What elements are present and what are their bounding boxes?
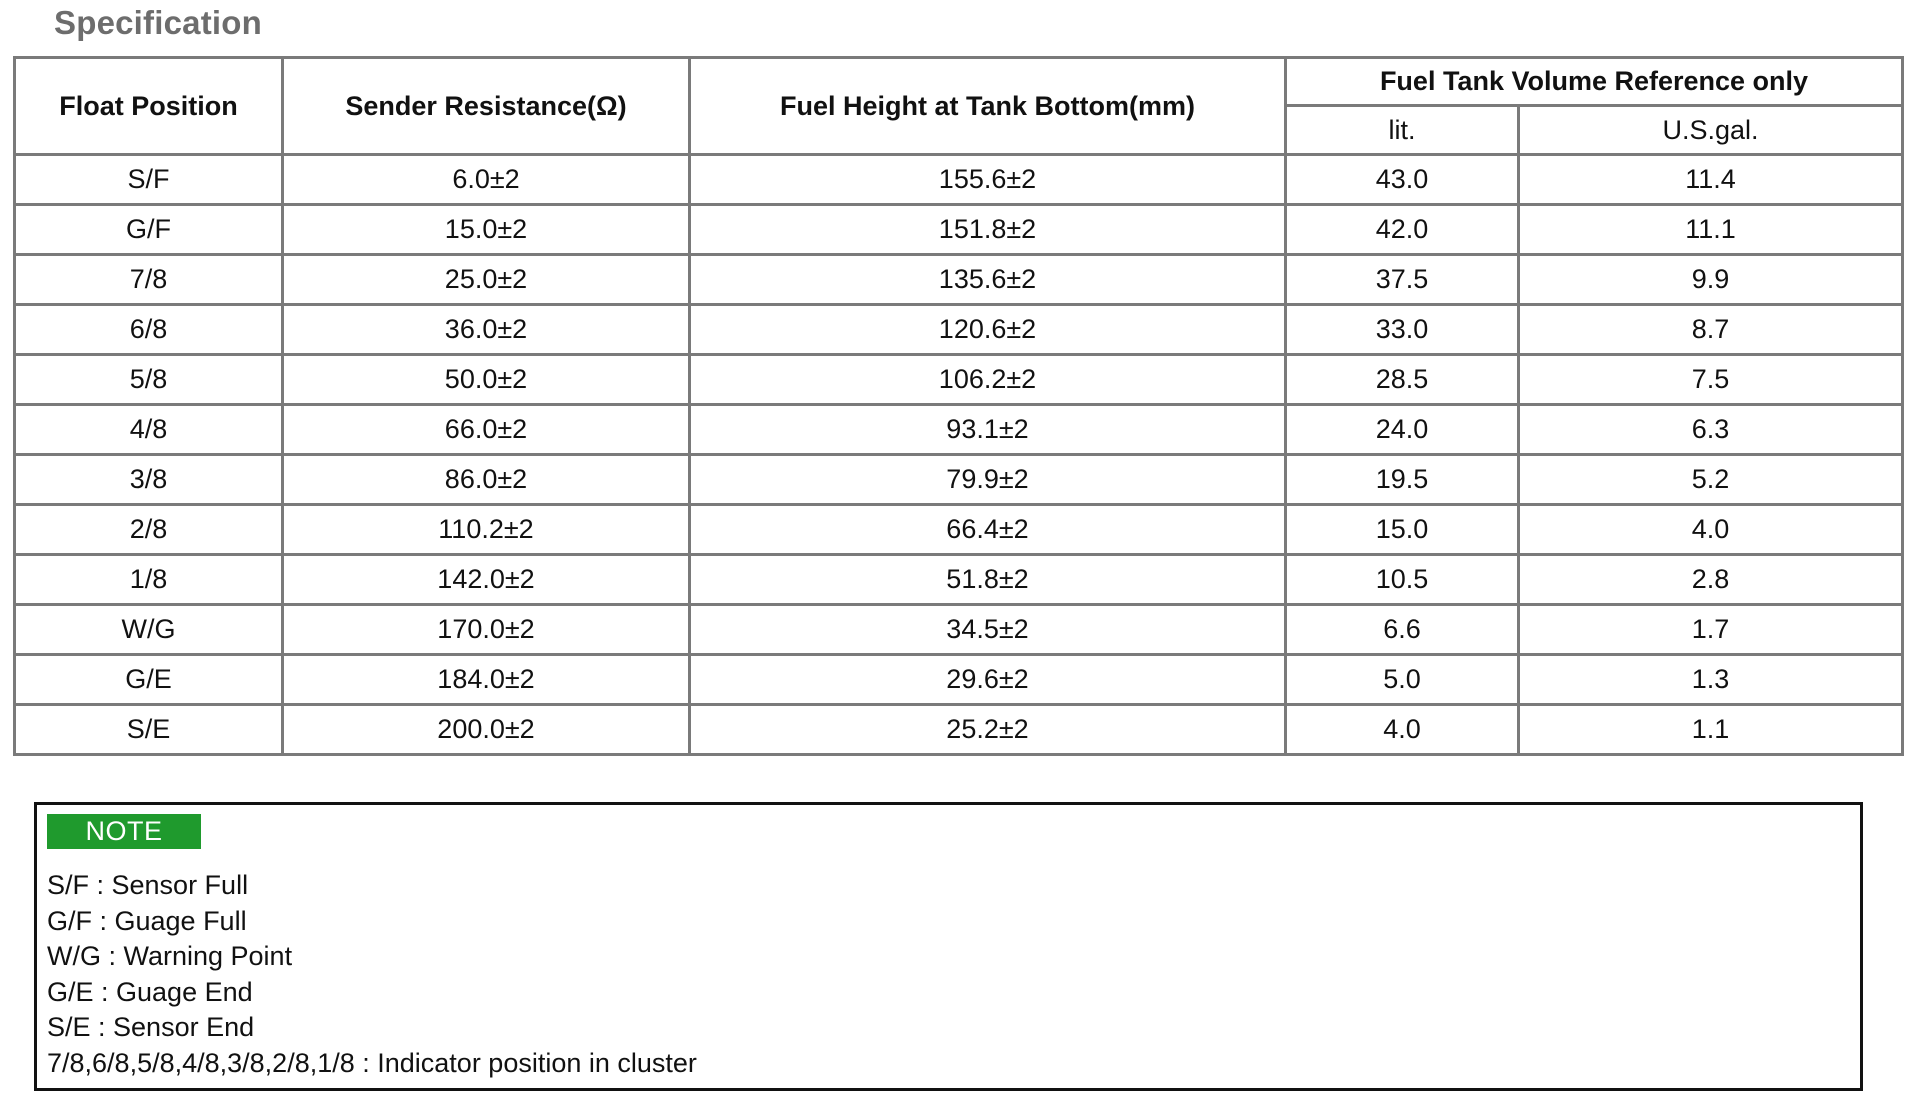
cell-gallons: 6.3 — [1519, 405, 1903, 455]
cell-fuel-height: 79.9±2 — [690, 455, 1286, 505]
cell-float-position: G/F — [15, 205, 283, 255]
cell-sender-resistance: 15.0±2 — [283, 205, 690, 255]
table-row — [15, 505, 1903, 555]
table-row — [15, 655, 1903, 705]
cell-sender-resistance: 200.0±2 — [283, 705, 690, 755]
cell-gallons: 1.7 — [1519, 605, 1903, 655]
table-row — [15, 405, 1903, 455]
cell-gallons: 11.1 — [1519, 205, 1903, 255]
cell-sender-resistance: 184.0±2 — [283, 655, 690, 705]
header-liters: lit. — [1286, 106, 1519, 155]
cell-liters: 5.0 — [1286, 655, 1519, 705]
table-row — [15, 555, 1903, 605]
cell-fuel-height: 51.8±2 — [690, 555, 1286, 605]
cell-fuel-height: 106.2±2 — [690, 355, 1286, 405]
specification-table — [13, 56, 1904, 756]
note-line: G/F : Guage Full — [47, 905, 247, 936]
cell-gallons: 8.7 — [1519, 305, 1903, 355]
cell-liters: 4.0 — [1286, 705, 1519, 755]
cell-liters: 19.5 — [1286, 455, 1519, 505]
cell-liters: 33.0 — [1286, 305, 1519, 355]
table-row — [15, 205, 1903, 255]
header-float-position: Float Position — [15, 58, 283, 155]
note-list — [47, 868, 697, 1081]
cell-gallons: 4.0 — [1519, 505, 1903, 555]
cell-float-position: 3/8 — [15, 455, 283, 505]
cell-fuel-height: 151.8±2 — [690, 205, 1286, 255]
cell-sender-resistance: 170.0±2 — [283, 605, 690, 655]
cell-liters: 42.0 — [1286, 205, 1519, 255]
cell-fuel-height: 34.5±2 — [690, 605, 1286, 655]
note-badge: NOTE — [47, 814, 201, 849]
cell-sender-resistance: 142.0±2 — [283, 555, 690, 605]
cell-fuel-height: 135.6±2 — [690, 255, 1286, 305]
cell-float-position: 4/8 — [15, 405, 283, 455]
header-volume-reference: Fuel Tank Volume Reference only — [1286, 58, 1903, 106]
cell-gallons: 7.5 — [1519, 355, 1903, 405]
cell-liters: 10.5 — [1286, 555, 1519, 605]
page-title: Specification — [54, 4, 262, 41]
cell-liters: 37.5 — [1286, 255, 1519, 305]
cell-liters: 28.5 — [1286, 355, 1519, 405]
cell-float-position: 2/8 — [15, 505, 283, 555]
table-row — [15, 705, 1903, 755]
cell-sender-resistance: 110.2±2 — [283, 505, 690, 555]
cell-sender-resistance: 25.0±2 — [283, 255, 690, 305]
cell-sender-resistance: 36.0±2 — [283, 305, 690, 355]
cell-float-position: 1/8 — [15, 555, 283, 605]
table-body — [15, 155, 1903, 755]
header-gallons: U.S.gal. — [1519, 106, 1903, 155]
note-line: W/G : Warning Point — [47, 941, 293, 971]
cell-sender-resistance: 66.0±2 — [283, 405, 690, 455]
cell-liters: 43.0 — [1286, 155, 1519, 205]
note-line: G/E : Guage End — [47, 976, 253, 1007]
cell-fuel-height: 120.6±2 — [690, 305, 1286, 355]
table-row — [15, 255, 1903, 305]
header-sender-resistance: Sender Resistance(Ω) — [283, 58, 690, 155]
table-row — [15, 605, 1903, 655]
cell-gallons: 1.3 — [1519, 655, 1903, 705]
cell-gallons: 5.2 — [1519, 455, 1903, 505]
cell-fuel-height: 66.4±2 — [690, 505, 1286, 555]
table-row — [15, 355, 1903, 405]
header-fuel-height: Fuel Height at Tank Bottom(mm) — [690, 58, 1286, 155]
cell-gallons: 2.8 — [1519, 555, 1903, 605]
note-line: S/F : Sensor Full — [47, 870, 249, 900]
cell-gallons: 9.9 — [1519, 255, 1903, 305]
note-box — [34, 802, 1863, 1091]
cell-fuel-height: 29.6±2 — [690, 655, 1286, 705]
cell-fuel-height: 93.1±2 — [690, 405, 1286, 455]
cell-float-position: W/G — [15, 605, 283, 655]
cell-liters: 6.6 — [1286, 605, 1519, 655]
cell-gallons: 1.1 — [1519, 705, 1903, 755]
cell-float-position: G/E — [15, 655, 283, 705]
cell-float-position: 5/8 — [15, 355, 283, 405]
cell-fuel-height: 155.6±2 — [690, 155, 1286, 205]
note-line: 7/8,6/8,5/8,4/8,3/8,2/8,1/8 : Indicator position in cluster — [47, 1047, 697, 1078]
table-row — [15, 455, 1903, 505]
cell-liters: 24.0 — [1286, 405, 1519, 455]
note-line: S/E : Sensor End — [47, 1012, 255, 1042]
cell-float-position: 7/8 — [15, 255, 283, 305]
cell-liters: 15.0 — [1286, 505, 1519, 555]
cell-float-position: 6/8 — [15, 305, 283, 355]
cell-float-position: S/E — [15, 705, 283, 755]
table-row — [15, 155, 1903, 205]
cell-gallons: 11.4 — [1519, 155, 1903, 205]
cell-sender-resistance: 50.0±2 — [283, 355, 690, 405]
cell-float-position: S/F — [15, 155, 283, 205]
cell-sender-resistance: 6.0±2 — [283, 155, 690, 205]
cell-fuel-height: 25.2±2 — [690, 705, 1286, 755]
cell-sender-resistance: 86.0±2 — [283, 455, 690, 505]
table-row — [15, 305, 1903, 355]
